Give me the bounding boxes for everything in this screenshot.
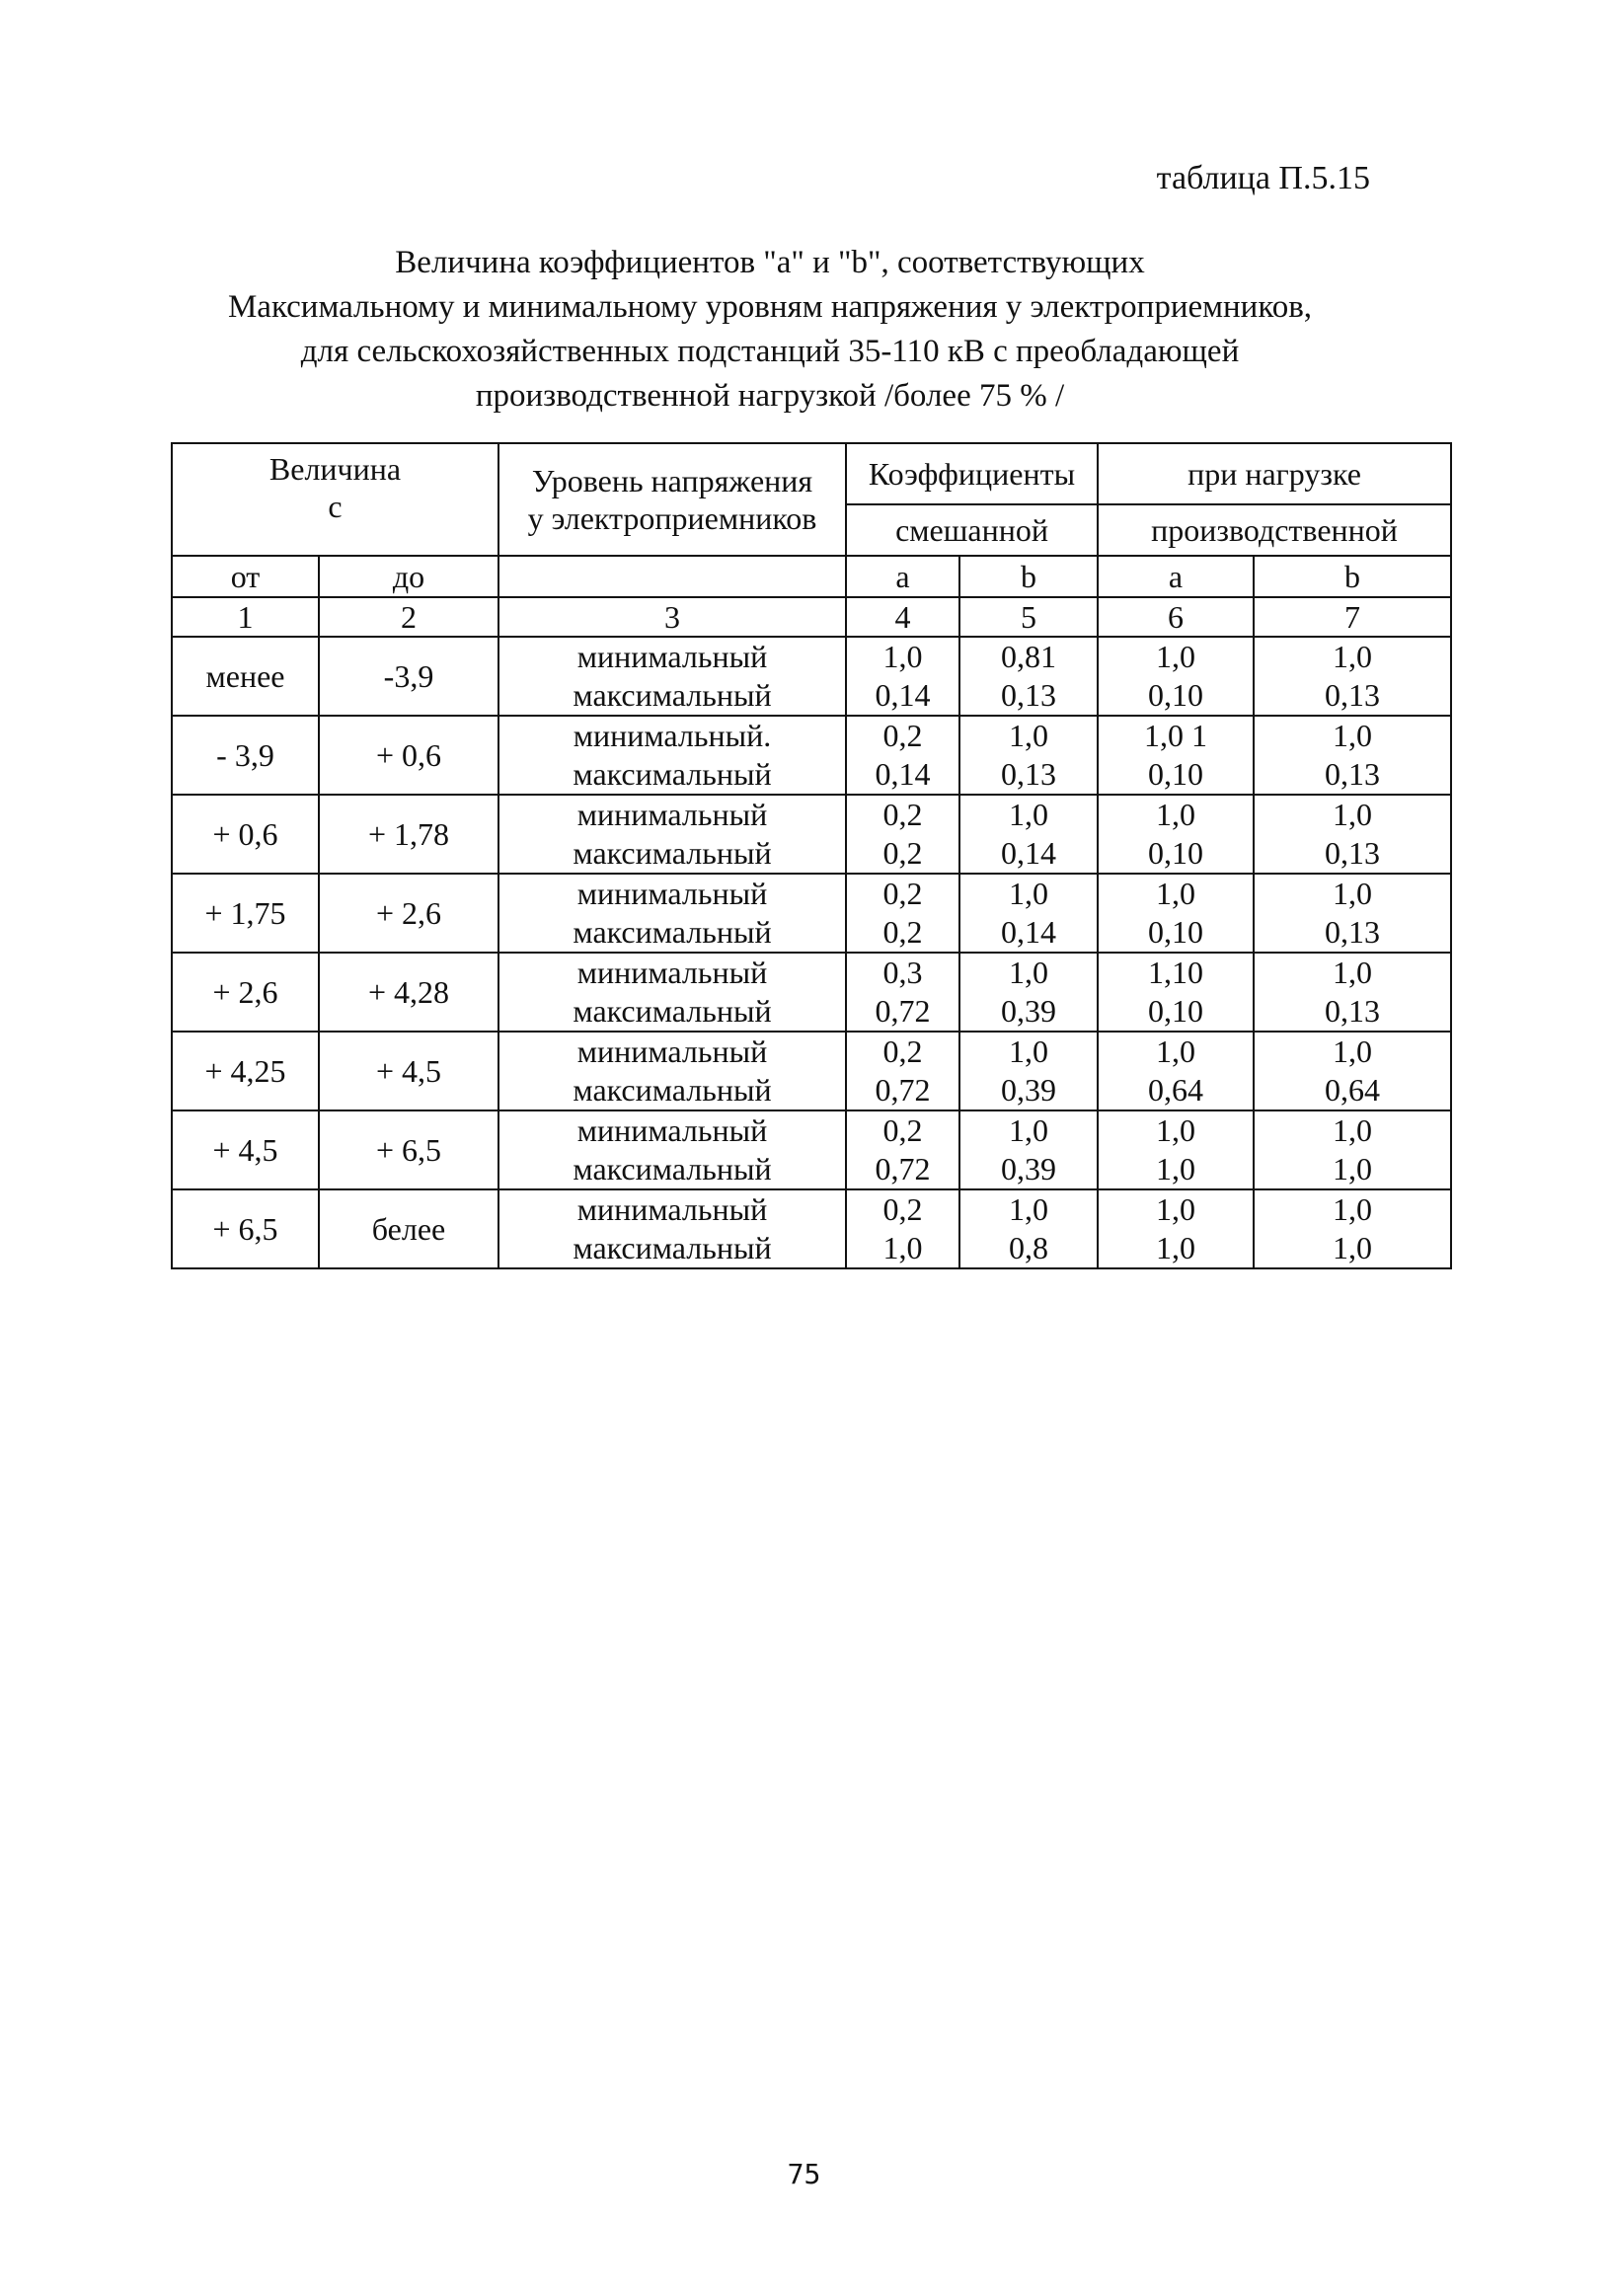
cell-mixed-a	[846, 1189, 959, 1268]
cell-mixed-a-value: 0,72	[875, 1072, 931, 1108]
column-number: 6	[1098, 597, 1254, 637]
cell-mixed-b-value: 1,0	[1009, 797, 1048, 832]
cell-voltage-level	[498, 953, 846, 1032]
cell-mixed-a	[846, 795, 959, 874]
table-row	[172, 874, 1451, 953]
table-label: таблица П.5.15	[1156, 160, 1370, 196]
cell-mixed-a-value: 0,2	[882, 914, 923, 950]
cell-mixed-b-value: 0,13	[1001, 756, 1056, 792]
cell-mixed-a	[846, 953, 959, 1032]
cell-from: + 4,5	[172, 1110, 319, 1189]
cell-production-a-value: 1,0	[1156, 1151, 1195, 1186]
cell-production-b-value: 1,0	[1333, 955, 1372, 990]
header-empty	[498, 556, 846, 597]
cell-voltage-level-value: максимальный	[573, 1072, 772, 1108]
column-number: 4	[846, 597, 959, 637]
cell-voltage-level-value: максимальный	[573, 993, 772, 1029]
cell-mixed-a-value: 0,2	[882, 1112, 923, 1148]
cell-mixed-b	[959, 953, 1098, 1032]
cell-mixed-a-value: 0,2	[882, 835, 923, 871]
header-voltage-level-line1: Уровень напряжения	[531, 463, 813, 498]
header-from: от	[172, 556, 319, 597]
cell-production-b-value: 0,13	[1325, 835, 1380, 871]
cell-production-a-value: 0,10	[1148, 677, 1203, 713]
cell-mixed-b-value: 0,39	[1001, 1151, 1056, 1186]
column-number: 2	[319, 597, 498, 637]
cell-mixed-b-value: 0,81	[1001, 639, 1056, 674]
table-row	[172, 1110, 1451, 1189]
cell-mixed-a-value: 0,72	[875, 1151, 931, 1186]
cell-production-b	[1254, 1032, 1451, 1110]
cell-production-b	[1254, 874, 1451, 953]
cell-mixed-a-value: 0,2	[882, 718, 923, 753]
cell-mixed-a-value: 0,2	[882, 1191, 923, 1227]
cell-mixed-b-value: 1,0	[1009, 955, 1048, 990]
cell-production-a	[1098, 1032, 1254, 1110]
cell-mixed-a	[846, 1032, 959, 1110]
cell-mixed-b-value: 1,0	[1009, 1112, 1048, 1148]
cell-production-b	[1254, 637, 1451, 716]
cell-voltage-level	[498, 874, 846, 953]
cell-mixed-b	[959, 716, 1098, 795]
cell-production-a-value: 0,10	[1148, 993, 1203, 1029]
cell-production-b-value: 0,13	[1325, 993, 1380, 1029]
cell-to: белее	[319, 1189, 498, 1268]
cell-from: менее	[172, 637, 319, 716]
cell-from: + 4,25	[172, 1032, 319, 1110]
cell-mixed-b	[959, 874, 1098, 953]
cell-mixed-b	[959, 795, 1098, 874]
cell-to: + 4,28	[319, 953, 498, 1032]
cell-production-b-value: 1,0	[1333, 718, 1372, 753]
cell-production-a-value: 1,0	[1156, 1191, 1195, 1227]
cell-voltage-level-value: минимальный	[576, 876, 768, 911]
header-voltage-level	[498, 443, 846, 556]
cell-mixed-a-value: 1,0	[882, 639, 923, 674]
document-title	[118, 241, 1421, 419]
header-mixed-b: b	[959, 556, 1098, 597]
cell-mixed-b-value: 1,0	[1009, 1033, 1048, 1069]
cell-production-b-value: 0,13	[1325, 914, 1380, 950]
title-line: Максимальному и минимальному уровням напряжения у электроприемников,	[227, 289, 1313, 325]
column-number: 1	[172, 597, 319, 637]
title-line: для сельскохозяйственных подстанций 35-110 кВ с преобладающей	[300, 334, 1240, 369]
cell-voltage-level-value: максимальный	[573, 756, 772, 792]
cell-production-b-value: 1,0	[1333, 1191, 1372, 1227]
cell-production-b-value: 1,0	[1333, 639, 1372, 674]
cell-production-a	[1098, 953, 1254, 1032]
cell-mixed-a	[846, 637, 959, 716]
column-number: 7	[1254, 597, 1451, 637]
header-at-load: при нагрузке	[1098, 443, 1451, 504]
cell-mixed-a-value: 0,14	[875, 677, 931, 713]
header-to: до	[319, 556, 498, 597]
cell-production-a-value: 1,10	[1148, 955, 1203, 990]
cell-production-b	[1254, 795, 1451, 874]
header-mixed-a: a	[846, 556, 959, 597]
cell-production-a	[1098, 637, 1254, 716]
cell-mixed-a-value: 0,3	[882, 955, 923, 990]
cell-from: + 6,5	[172, 1189, 319, 1268]
cell-mixed-b-value: 1,0	[1009, 1191, 1048, 1227]
cell-production-a-value: 0,10	[1148, 835, 1203, 871]
cell-production-a-value: 0,10	[1148, 756, 1203, 792]
cell-to: + 6,5	[319, 1110, 498, 1189]
cell-production-a-value: 1,0	[1156, 797, 1195, 832]
cell-mixed-b-value: 1,0	[1009, 718, 1048, 753]
cell-voltage-level	[498, 795, 846, 874]
cell-production-a-value: 0,10	[1148, 914, 1203, 950]
cell-mixed-b-value: 0,14	[1001, 914, 1056, 950]
table-row	[172, 1032, 1451, 1110]
cell-mixed-a	[846, 874, 959, 953]
cell-production-b-value: 1,0	[1333, 876, 1372, 911]
cell-voltage-level-value: минимальный	[576, 639, 768, 674]
cell-mixed-b	[959, 637, 1098, 716]
table-row	[172, 716, 1451, 795]
cell-production-a-value: 0,64	[1148, 1072, 1203, 1108]
cell-mixed-a-value: 0,72	[875, 993, 931, 1029]
cell-mixed-b	[959, 1189, 1098, 1268]
header-mixed-load: смешанной	[846, 504, 1098, 556]
cell-production-a-value: 1,0	[1156, 1112, 1195, 1148]
header-coefficients: Коэффициенты	[846, 443, 1098, 504]
cell-production-a-value: 1,0	[1156, 639, 1195, 674]
cell-production-b	[1254, 1110, 1451, 1189]
cell-mixed-b	[959, 1110, 1098, 1189]
cell-from: + 2,6	[172, 953, 319, 1032]
cell-production-a-value: 1,0	[1156, 1230, 1195, 1265]
cell-to: + 2,6	[319, 874, 498, 953]
cell-production-b-value: 0,64	[1325, 1072, 1380, 1108]
cell-production-a	[1098, 1110, 1254, 1189]
cell-production-a-value: 1,0	[1156, 876, 1195, 911]
header-production-b: b	[1254, 556, 1451, 597]
cell-voltage-level	[498, 637, 846, 716]
header-c-value	[172, 443, 498, 556]
cell-voltage-level-value: максимальный	[573, 914, 772, 950]
cell-voltage-level-value: максимальный	[573, 677, 772, 713]
cell-mixed-a-value: 0,2	[882, 1033, 923, 1069]
cell-production-a	[1098, 795, 1254, 874]
cell-mixed-b-value: 0,8	[1009, 1230, 1048, 1265]
cell-production-b-value: 1,0	[1333, 1033, 1372, 1069]
cell-mixed-b-value: 0,13	[1001, 677, 1056, 713]
title-line: производственной нагрузкой /более 75 % /	[475, 378, 1065, 414]
coefficients-table	[171, 442, 1452, 1269]
cell-mixed-b-value: 0,39	[1001, 1072, 1056, 1108]
cell-mixed-b-value: 1,0	[1009, 876, 1048, 911]
cell-production-b-value: 1,0	[1333, 797, 1372, 832]
cell-voltage-level	[498, 1189, 846, 1268]
cell-voltage-level-value: минимальный.	[573, 718, 772, 753]
column-number: 3	[498, 597, 846, 637]
cell-voltage-level	[498, 716, 846, 795]
cell-to: + 1,78	[319, 795, 498, 874]
cell-mixed-b-value: 0,14	[1001, 835, 1056, 871]
cell-voltage-level-value: максимальный	[573, 1230, 772, 1265]
cell-to: + 4,5	[319, 1032, 498, 1110]
cell-production-a-value: 1,0 1	[1144, 718, 1207, 753]
cell-voltage-level	[498, 1110, 846, 1189]
cell-production-b	[1254, 953, 1451, 1032]
cell-production-a	[1098, 874, 1254, 953]
cell-to: + 0,6	[319, 716, 498, 795]
cell-production-b-value: 1,0	[1333, 1151, 1372, 1186]
cell-voltage-level-value: минимальный	[576, 1112, 768, 1148]
cell-production-b-value: 1,0	[1333, 1112, 1372, 1148]
table-row	[172, 795, 1451, 874]
column-number: 5	[959, 597, 1098, 637]
cell-voltage-level-value: минимальный	[576, 955, 768, 990]
cell-production-b-value: 1,0	[1333, 1230, 1372, 1265]
cell-mixed-a	[846, 716, 959, 795]
cell-voltage-level-value: максимальный	[573, 1151, 772, 1186]
cell-production-b-value: 0,13	[1325, 677, 1380, 713]
header-c-value-line2: с	[328, 489, 343, 524]
table-row	[172, 953, 1451, 1032]
cell-voltage-level-value: минимальный	[576, 1191, 768, 1227]
cell-voltage-level	[498, 1032, 846, 1110]
cell-mixed-b	[959, 1032, 1098, 1110]
header-voltage-level-line2: у электроприемников	[527, 500, 817, 536]
cell-from: + 1,75	[172, 874, 319, 953]
cell-production-b-value: 0,13	[1325, 756, 1380, 792]
table-row	[172, 637, 1451, 716]
header-production-load: производственной	[1098, 504, 1451, 556]
header-production-a: a	[1098, 556, 1254, 597]
cell-from: - 3,9	[172, 716, 319, 795]
cell-to: -3,9	[319, 637, 498, 716]
cell-voltage-level-value: минимальный	[576, 1033, 768, 1069]
cell-mixed-a-value: 0,2	[882, 876, 923, 911]
cell-voltage-level-value: максимальный	[573, 835, 772, 871]
cell-mixed-b-value: 0,39	[1001, 993, 1056, 1029]
cell-mixed-a-value: 1,0	[882, 1230, 923, 1265]
cell-from: + 0,6	[172, 795, 319, 874]
cell-mixed-a-value: 0,2	[882, 797, 923, 832]
cell-mixed-a	[846, 1110, 959, 1189]
cell-production-a	[1098, 716, 1254, 795]
cell-production-a	[1098, 1189, 1254, 1268]
title-line: Величина коэффициентов "a" и "b", соответствующих	[395, 245, 1145, 280]
header-c-value-line1: Величина	[268, 451, 402, 487]
cell-mixed-a-value: 0,14	[875, 756, 931, 792]
cell-production-a-value: 1,0	[1156, 1033, 1195, 1069]
cell-production-b	[1254, 1189, 1451, 1268]
page-number: 75	[787, 2158, 821, 2190]
cell-production-b	[1254, 716, 1451, 795]
cell-voltage-level-value: минимальный	[576, 797, 768, 832]
table-row	[172, 1189, 1451, 1268]
